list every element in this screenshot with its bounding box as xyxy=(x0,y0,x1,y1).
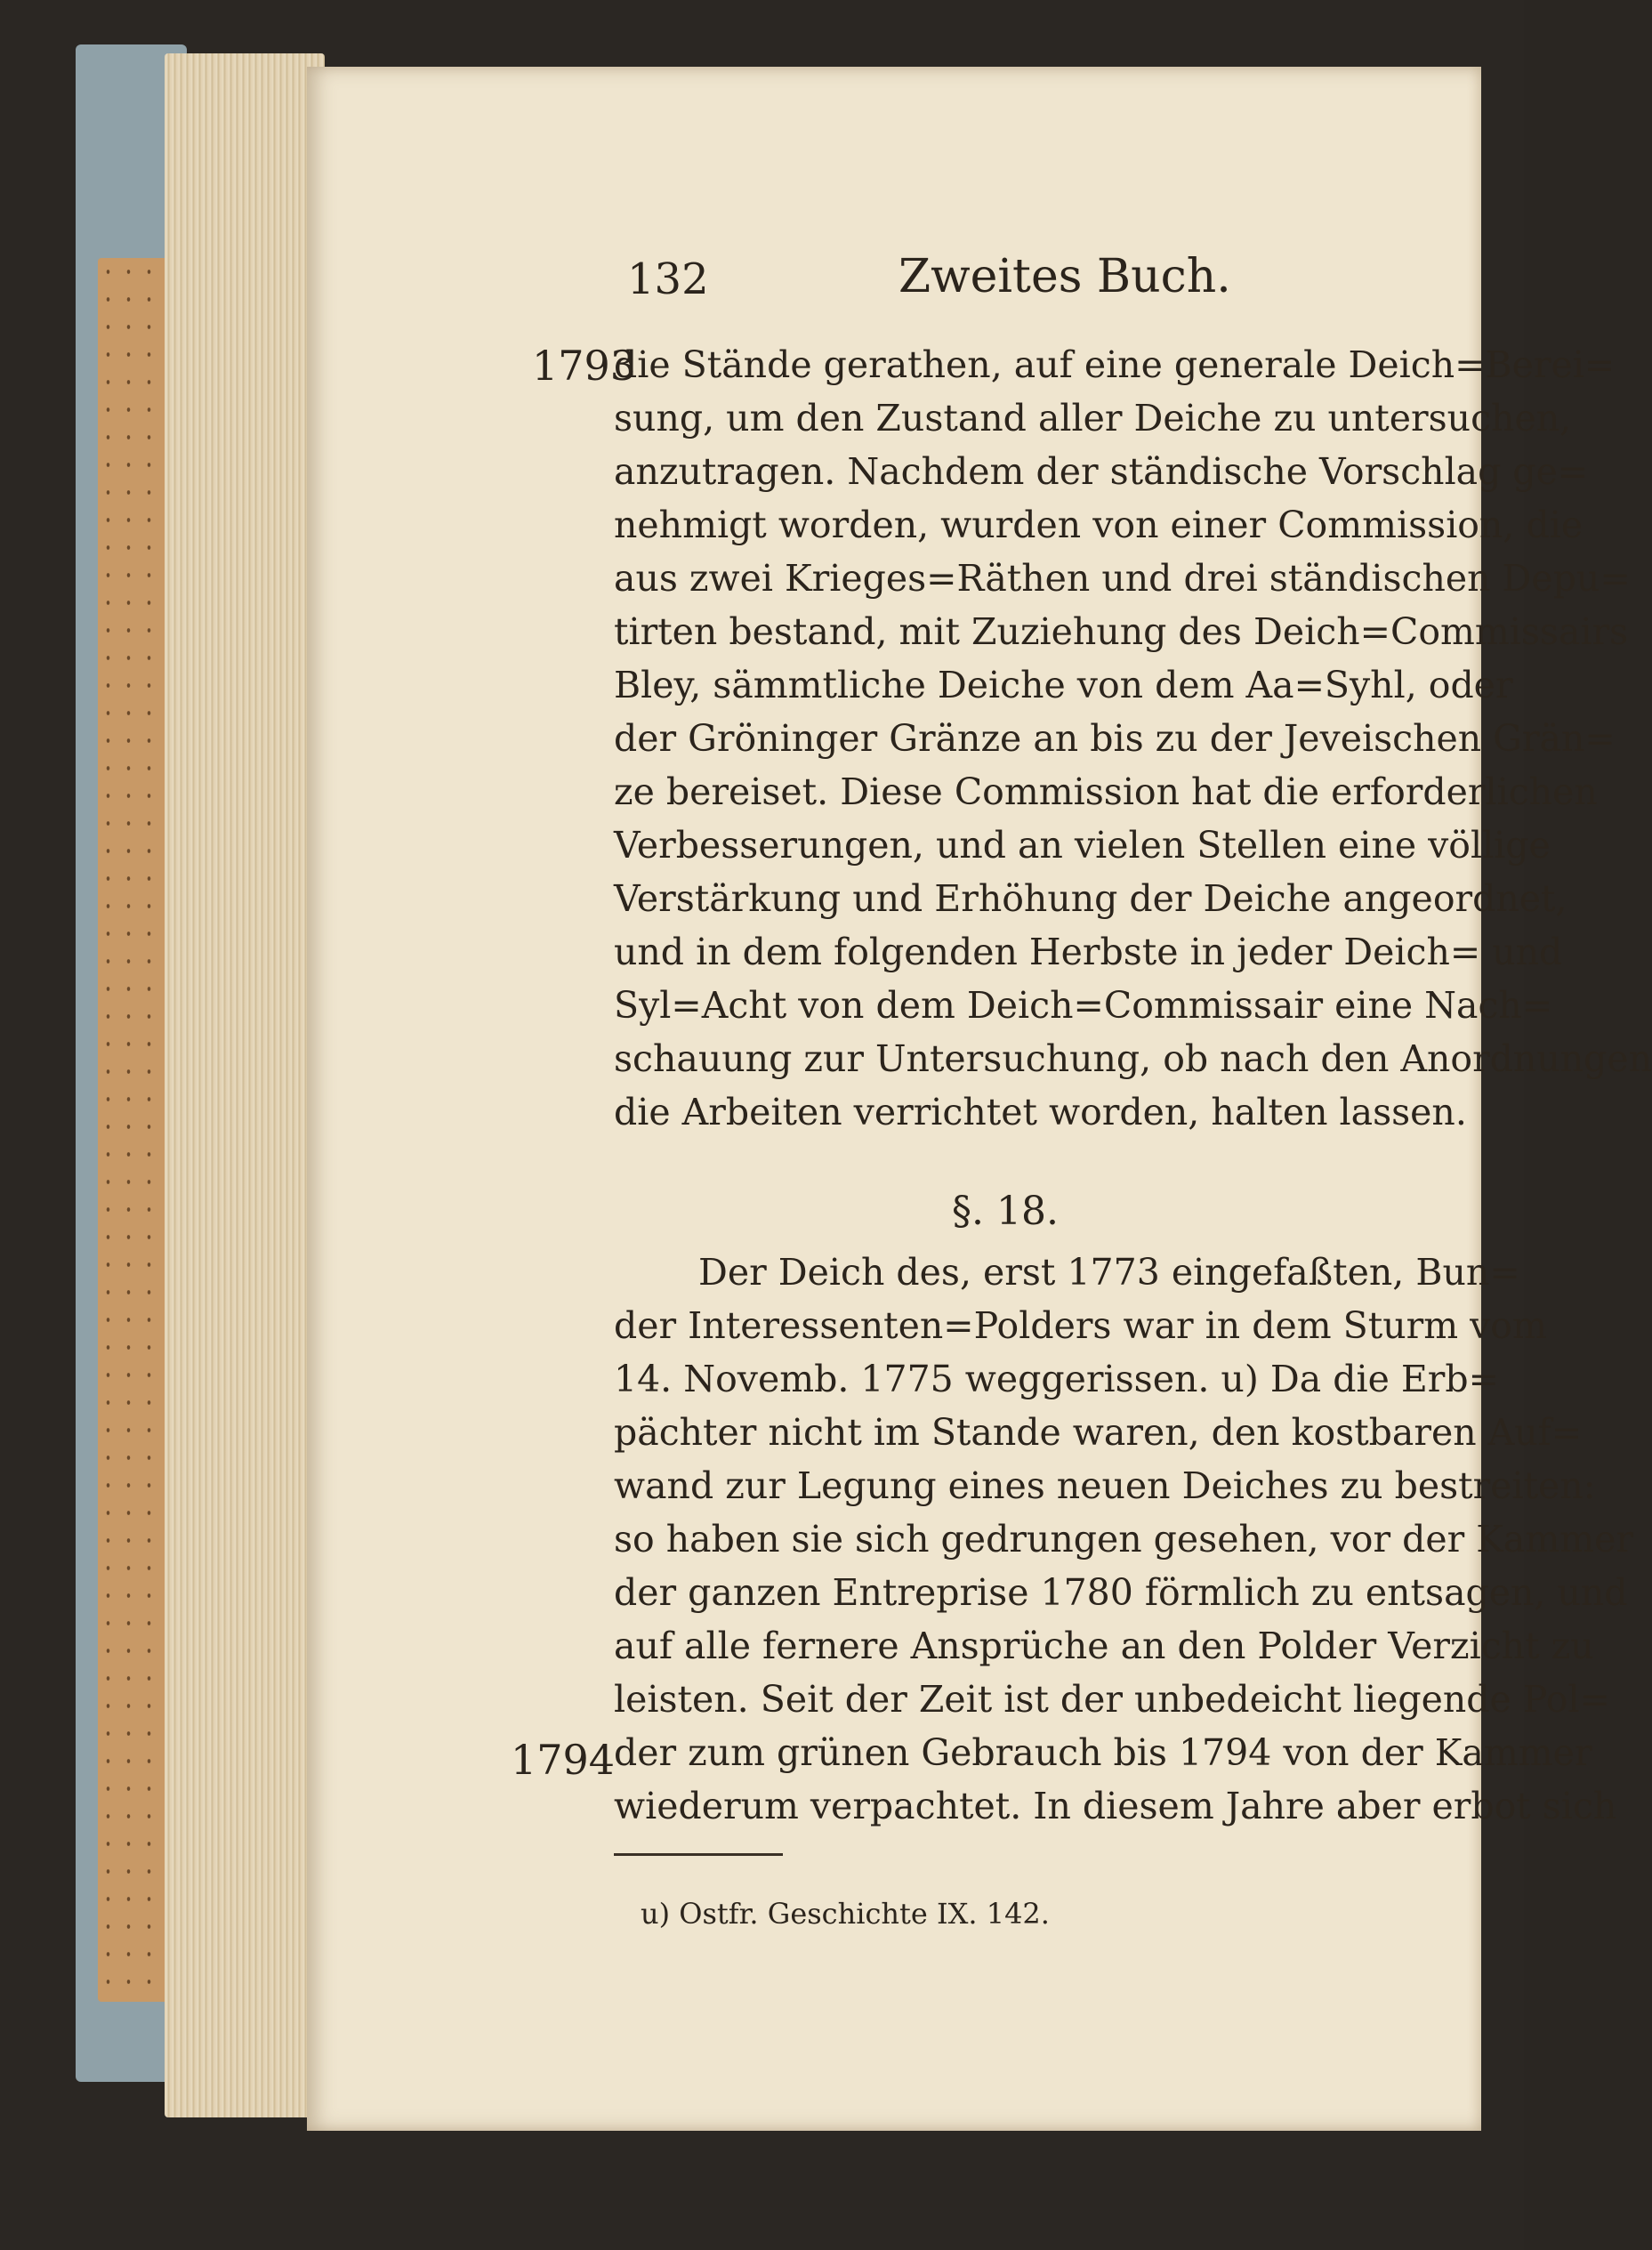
footnote: u) Ostfr. Geschichte IX. 142. xyxy=(641,1897,1050,1931)
text-line: tirten bestand, mit Zuziehung des Deich=Commissairs xyxy=(614,610,1629,653)
text-line: schauung zur Untersuchung, ob nach den Anordnungen xyxy=(614,1037,1652,1080)
text-line: Syl=Acht von dem Deich=Commissair eine Nach= xyxy=(614,984,1553,1027)
text-line: anzutragen. Nachdem der ständische Vorschlag ge= xyxy=(614,450,1589,493)
section-heading: §. 18. xyxy=(952,1189,1059,1234)
margin-year: 1794 xyxy=(511,1736,616,1784)
margin-year: 1793 xyxy=(532,342,637,390)
page-edges xyxy=(165,53,325,2117)
text-line: die Arbeiten verrichtet worden, halten lassen. xyxy=(614,1091,1467,1133)
paragraph-1 xyxy=(614,338,1652,1139)
text-line: sung, um den Zustand aller Deiche zu untersuchen, xyxy=(614,397,1572,440)
text-line: Der Deich des, erst 1773 eingefaßten, Bun= xyxy=(698,1251,1520,1294)
text-line: auf alle fernere Ansprüche an den Polder Verzicht zu xyxy=(614,1625,1594,1667)
text-line: pächter nicht im Stande waren, den kostbaren Auf= xyxy=(614,1411,1583,1454)
text-line: Verbesserungen, und an vielen Stellen eine völlige xyxy=(614,824,1551,867)
paragraph-2 xyxy=(614,1246,1633,1833)
text-line: wand zur Legung eines neuen Deiches zu bestreiten: xyxy=(614,1464,1596,1507)
text-line: aus zwei Krieges=Räthen und drei ständischen Depu= xyxy=(614,557,1631,600)
text-line: wiederum verpachtet. In diesem Jahre aber erbot sich xyxy=(614,1785,1617,1827)
text-line: ze bereiset. Diese Commission hat die erforderlichen xyxy=(614,770,1598,813)
text-line: nehmigt worden, wurden von einer Commission, die xyxy=(614,504,1584,546)
text-line: und in dem folgenden Herbste in jeder Deich= und xyxy=(614,931,1563,973)
text-line: so haben sie sich gedrungen gesehen, vor der Kammer xyxy=(614,1518,1633,1560)
text-line: Verstärkung und Erhöhung der Deiche angeordnet, xyxy=(614,877,1567,920)
text-line: der Interessenten=Polders war in dem Sturm vom xyxy=(614,1304,1547,1347)
running-title: Zweites Buch. xyxy=(899,250,1231,303)
page-number: 132 xyxy=(627,254,709,304)
footnote-rule xyxy=(614,1853,783,1856)
text-line: die Stände gerathen, auf eine generale Deich=Berei= xyxy=(614,343,1616,386)
text-line: der ganzen Entreprise 1780 förmlich zu entsagen, und xyxy=(614,1571,1628,1614)
text-line: leisten. Seit der Zeit ist der unbedeicht liegende Pol= xyxy=(614,1678,1610,1721)
text-line: 14. Novemb. 1775 weggerissen. u) Da die Erb= xyxy=(614,1358,1499,1400)
text-line: der Gröninger Gränze an bis zu der Jeveischen Grän= xyxy=(614,717,1616,760)
text-line: der zum grünen Gebrauch bis 1794 von der Kammer xyxy=(614,1731,1592,1774)
text-line: Bley, sämmtliche Deiche von dem Aa=Syhl, oder xyxy=(614,664,1513,706)
